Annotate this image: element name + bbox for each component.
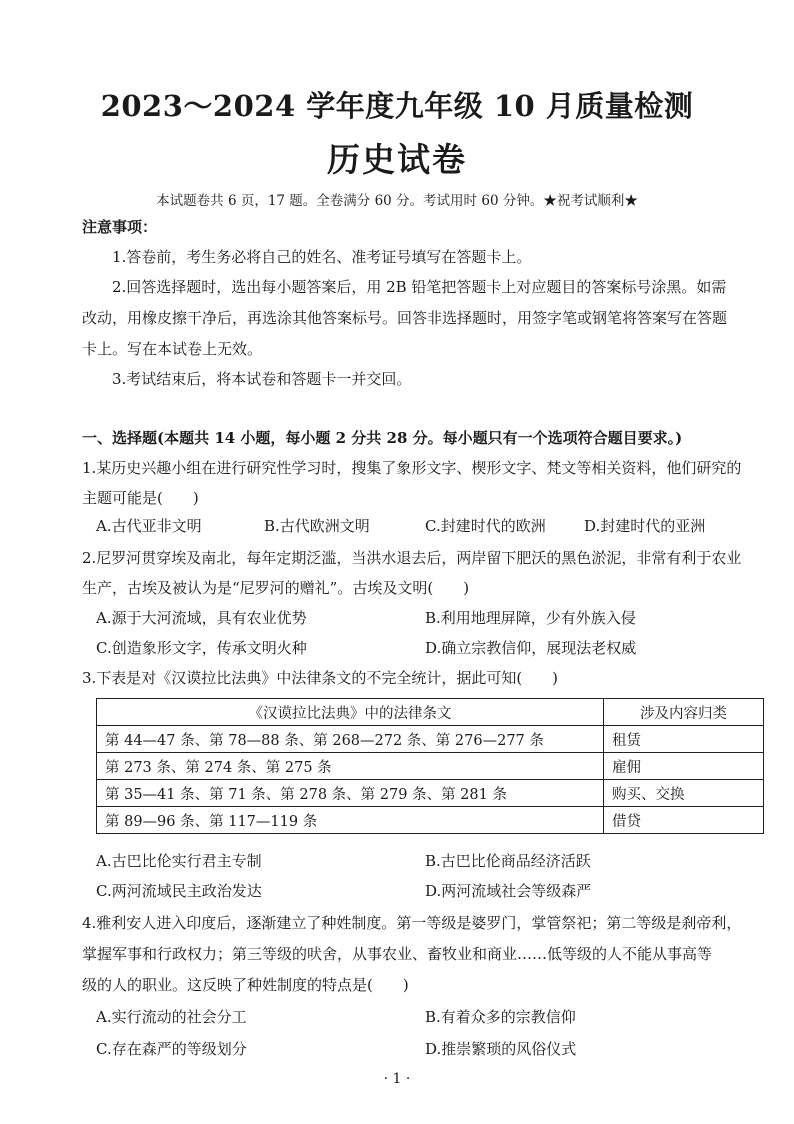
question-3-option-d: D.两河流域社会等级森严 [425, 882, 592, 900]
question-1-option-d: D.封建时代的亚洲 [584, 517, 706, 535]
page-number: · 1 · [383, 1071, 411, 1087]
table-cell: 雇佣 [604, 753, 764, 780]
table-cell: 第 44—47 条、第 78—88 条、第 268—272 条、第 276—277 条 [97, 726, 604, 753]
table-cell: 租赁 [604, 726, 764, 753]
question-2-option-a: A.源于大河流域，具有农业优势 [96, 609, 307, 627]
question-2-option-d: D.确立宗教信仰，展现法老权威 [425, 639, 637, 657]
table-header-cell: 《汉谟拉比法典》中的法律条文 [97, 699, 604, 726]
question-3-option-c: C.两河流域民主政治发达 [96, 882, 262, 900]
question-1-stem-line-2: 主题可能是( ) [82, 489, 199, 507]
exam-info: 本试题卷共 6 页，17 题。全卷满分 60 分。考试用时 60 分钟。★祝考试顺利★ [156, 193, 638, 209]
question-4-stem-line-3: 级的人的职业。这反映了种姓制度的特点是( ) [82, 976, 409, 994]
question-4-option-a: A.实行流动的社会分工 [96, 1008, 247, 1026]
question-3-stem: 3.下表是对《汉谟拉比法典》中法律条文的不完全统计，据此可知( ) [82, 669, 559, 687]
table-cell: 购买、交换 [604, 780, 764, 807]
notice-item-1: 1.答卷前，考生务必将自己的姓名、准考证号填写在答题卡上。 [112, 248, 532, 266]
question-4-option-d: D.推崇繁琐的风俗仪式 [425, 1040, 577, 1058]
question-2-option-b: B.利用地理屏障，少有外族入侵 [425, 609, 636, 627]
question-2-stem-line-2: 生产，古埃及被认为是“尼罗河的赠礼”。古埃及文明( ) [82, 579, 470, 597]
notice-item-2-line-3: 卡上。写在本试卷上无效。 [82, 340, 263, 358]
notice-item-2-line-1: 2.回答选择题时，选出每小题答案后，用 2B 铅笔把答题卡上对应题目的答案标号涂黑。如需 [112, 278, 727, 296]
question-1-option-a: A.古代亚非文明 [96, 517, 202, 535]
exam-subject-title: 历史试卷 [327, 140, 467, 179]
question-1-option-c: C.封建时代的欧洲 [425, 517, 546, 535]
table-cell: 第 35—41 条、第 71 条、第 278 条、第 279 条、第 281 条 [97, 780, 604, 807]
exam-title: 2023～2024 学年度九年级 10 月质量检测 [100, 89, 694, 123]
table-header-row [97, 699, 764, 726]
notice-item-3: 3.考试结束后，将本试卷和答题卡一并交回。 [112, 370, 412, 388]
notice-item-2-line-2: 改动，用橡皮擦干净后，再选涂其他答案标号。回答非选择题时，用签字笔或钢笔将答案写在答题 [82, 309, 728, 327]
question-1-option-b: B.古代欧洲文明 [264, 517, 370, 535]
notice-heading: 注意事项： [82, 218, 158, 236]
question-4-option-b: B.有着众多的宗教信仰 [425, 1008, 576, 1026]
question-3-option-b: B.古巴比伦商品经济活跃 [425, 852, 591, 870]
law-statistics-table [96, 698, 764, 834]
table-row [97, 753, 764, 780]
table-cell: 第 273 条、第 274 条、第 275 条 [97, 753, 604, 780]
question-2-option-c: C.创造象形文字，传承文明火种 [96, 639, 307, 657]
section-heading: 一、选择题(本题共 14 小题，每小题 2 分共 28 分。每小题只有一个选项符合题目要求。) [82, 429, 683, 447]
table-cell: 第 89—96 条、第 117—119 条 [97, 807, 604, 834]
table-header-cell: 涉及内容归类 [604, 699, 764, 726]
question-1-stem-line-1: 1.某历史兴趣小组在进行研究性学习时，搜集了象形文字、楔形文字、梵文等相关资料，他们研究的 [82, 459, 742, 477]
question-4-stem-line-1: 4.雅利安人进入印度后，逐渐建立了种姓制度。第一等级是婆罗门，掌管祭祀；第二等级是刹帝利， [82, 914, 742, 932]
question-4-stem-line-2: 掌握军事和行政权力；第三等级的吠舍，从事农业、畜牧业和商业……低等级的人不能从事高等 [82, 945, 713, 963]
question-2-stem-line-1: 2.尼罗河贯穿埃及南北，每年定期泛滥，当洪水退去后，两岸留下肥沃的黑色淤泥，非常有利于农业 [82, 549, 742, 567]
question-4-option-c: C.存在森严的等级划分 [96, 1040, 247, 1058]
table-row [97, 780, 764, 807]
question-3-option-a: A.古巴比伦实行君主专制 [96, 852, 262, 870]
table-cell: 借贷 [604, 807, 764, 834]
table-row [97, 726, 764, 753]
table-row [97, 807, 764, 834]
